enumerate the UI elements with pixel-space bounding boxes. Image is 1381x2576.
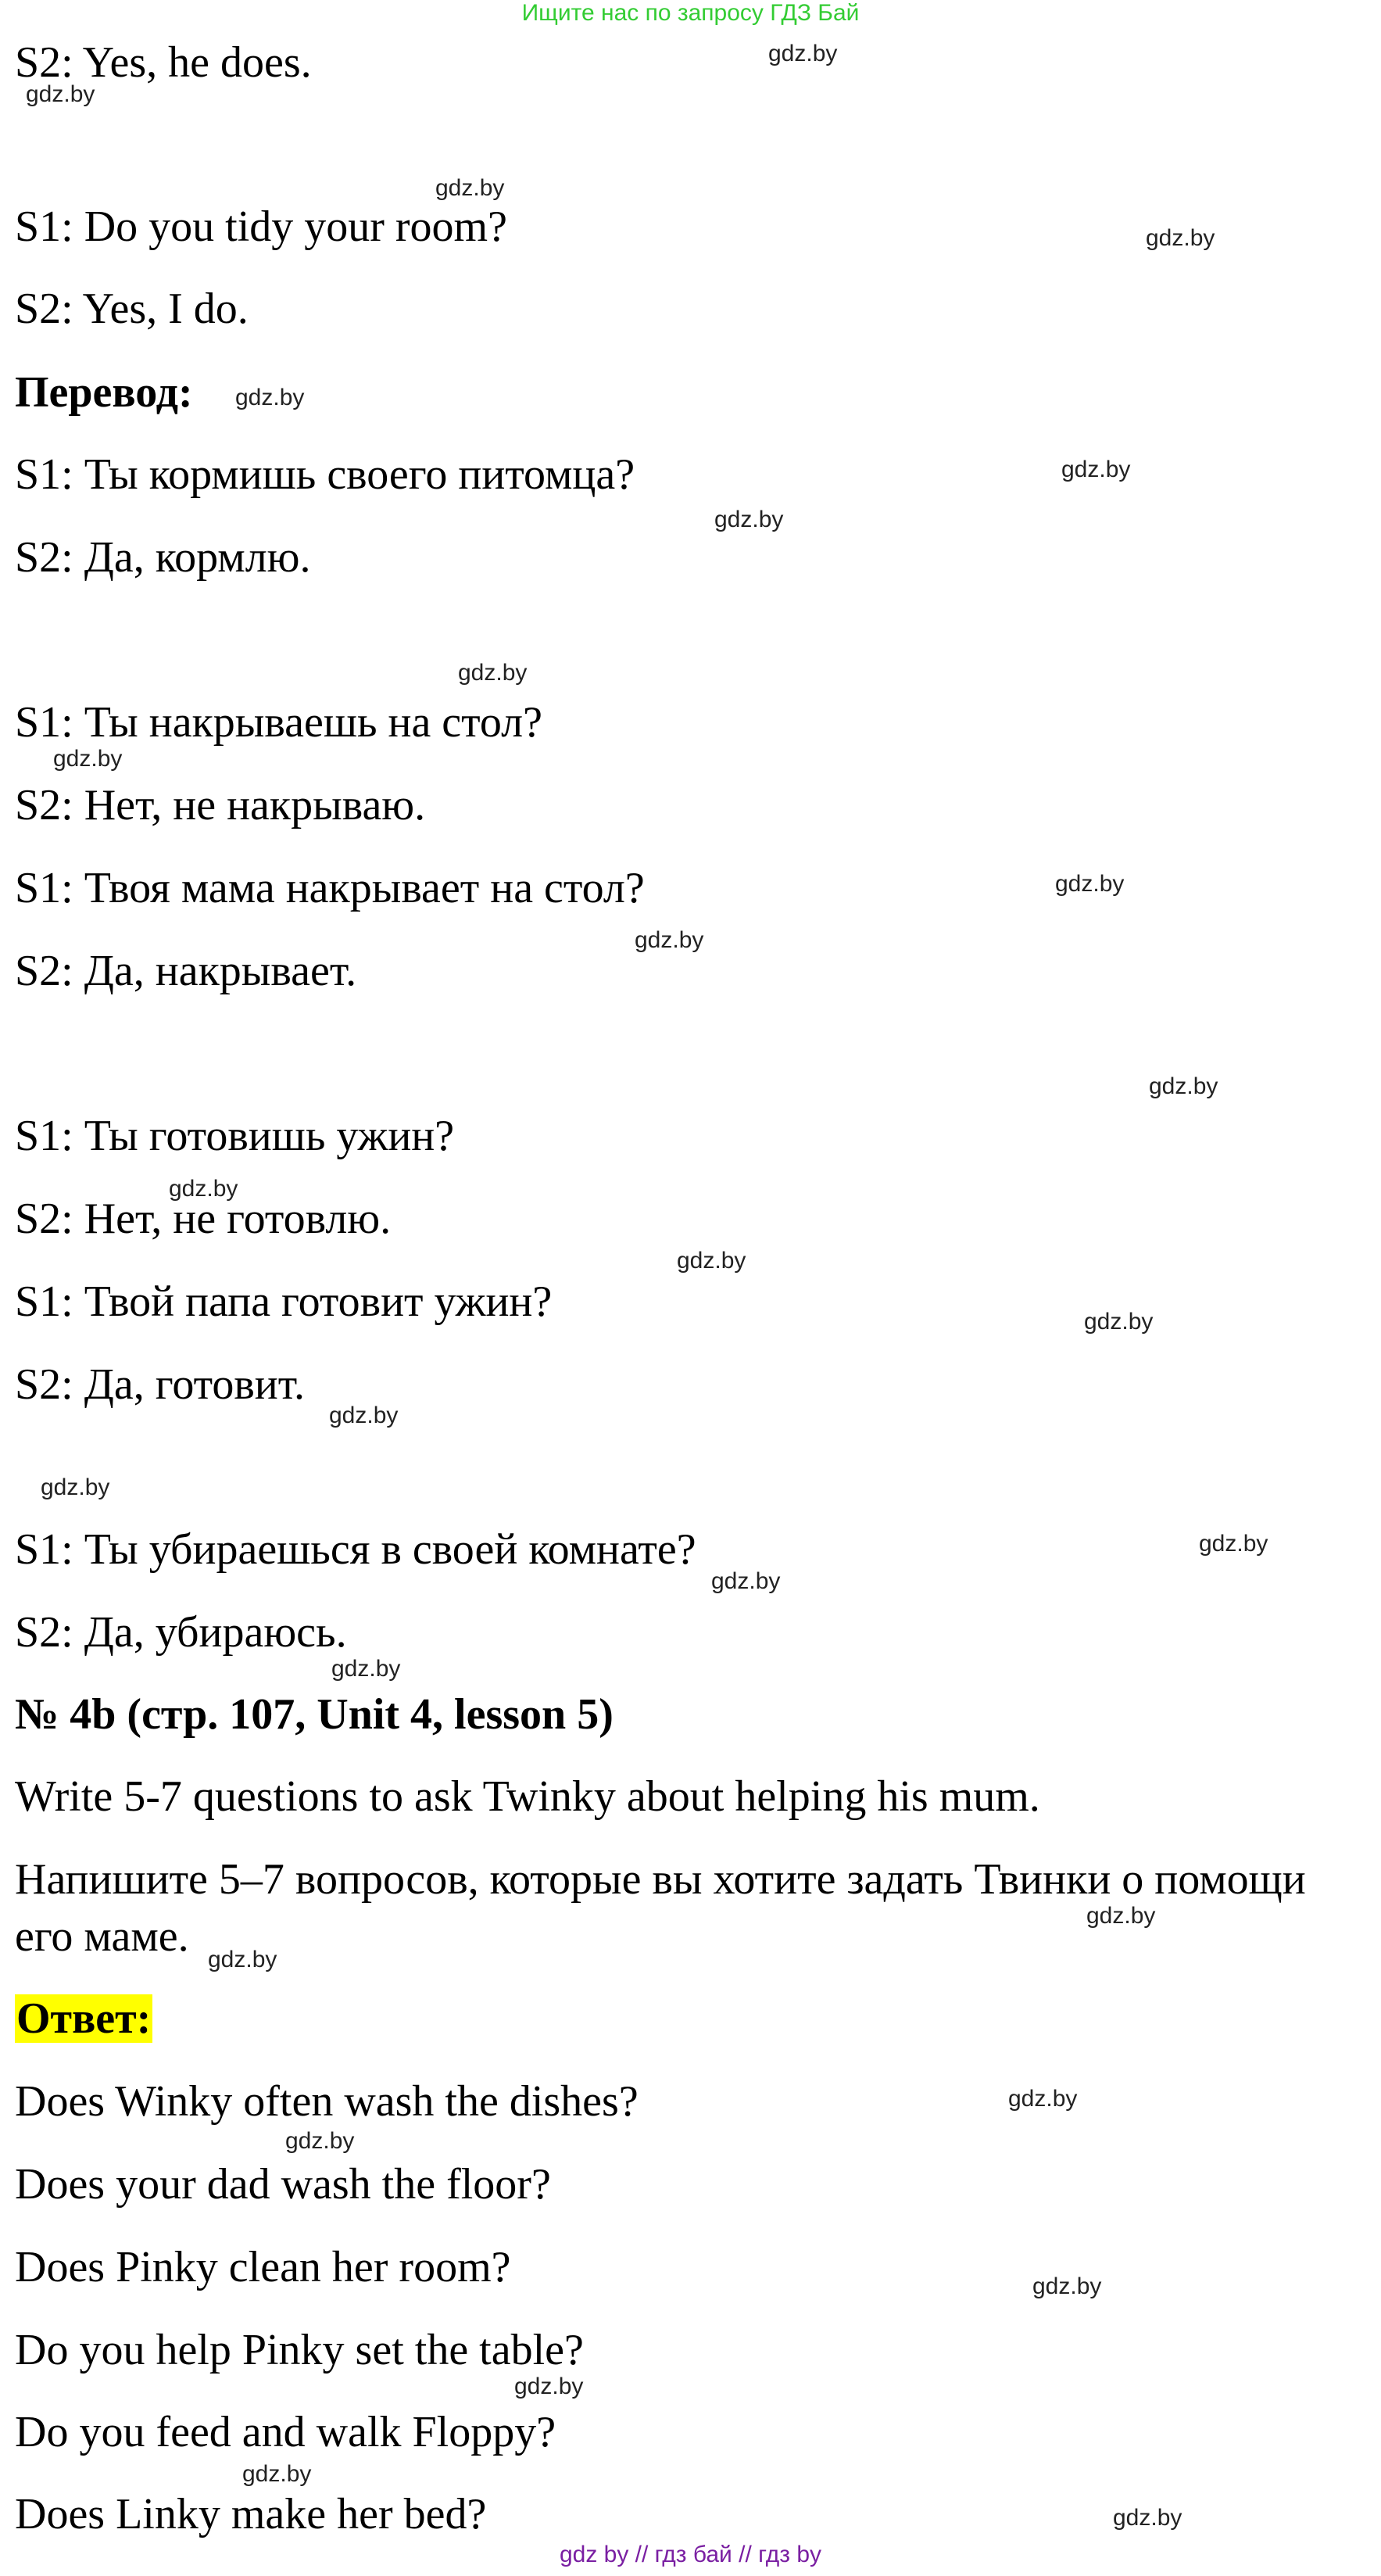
dialogue-line: S1: Ты убираешься в своей комнате? <box>15 1525 696 1574</box>
answer-heading <box>15 1994 152 2044</box>
watermark: gdz.by <box>1032 2273 1102 2299</box>
watermark: gdz.by <box>26 81 95 107</box>
header-banner[interactable]: Ищите нас по запросу ГДЗ Бай <box>521 0 860 26</box>
answer-line: Does Winky often wash the dishes? <box>15 2077 639 2126</box>
watermark: gdz.by <box>435 175 505 201</box>
watermark: gdz.by <box>1149 1073 1218 1099</box>
watermark: gdz.by <box>329 1403 399 1428</box>
watermark: gdz.by <box>285 2128 355 2154</box>
watermark: gdz.by <box>1113 2505 1182 2531</box>
watermark: gdz.by <box>1084 1309 1154 1335</box>
watermark: gdz.by <box>1008 2086 1078 2112</box>
watermark: gdz.by <box>1055 871 1125 897</box>
footer-links[interactable]: gdz by // гдз бай // гдз by <box>559 2542 822 2567</box>
task-text-ru: Напишите 5–7 вопросов, которые вы хотите задать Твинки о помощи <box>15 1855 1306 1904</box>
watermark: gdz.by <box>1199 1531 1268 1557</box>
dialogue-line: S1: Ты кормишь своего питомца? <box>15 450 635 499</box>
dialogue-line: S2: Да, готовит. <box>15 1360 305 1409</box>
answer-line: Does your dad wash the floor? <box>15 2160 551 2209</box>
dialogue-line: S2: Да, накрывает. <box>15 947 357 995</box>
watermark: gdz.by <box>768 41 838 66</box>
watermark: gdz.by <box>1146 225 1215 251</box>
exercise-heading: № 4b (стр. 107, Unit 4, lesson 5) <box>15 1690 614 1739</box>
dialogue-line: S2: Да, убираюсь. <box>15 1608 347 1657</box>
task-text-ru: его маме. <box>15 1912 189 1961</box>
answer-line: Do you help Pinky set the table? <box>15 2326 584 2374</box>
answer-label: Ответ: <box>16 1994 152 2043</box>
watermark: gdz.by <box>208 1947 277 1972</box>
answer-line: Does Pinky clean her room? <box>15 2243 511 2291</box>
watermark: gdz.by <box>41 1474 110 1500</box>
watermark: gdz.by <box>235 385 305 410</box>
watermark: gdz.by <box>169 1176 238 1202</box>
answer-line: Does Linky make her bed? <box>15 2490 487 2538</box>
dialogue-line: S2: Yes, he does. <box>15 38 312 87</box>
watermark: gdz.by <box>331 1656 401 1682</box>
dialogue-line: S2: Нет, не накрываю. <box>15 781 426 829</box>
watermark: gdz.by <box>53 746 123 772</box>
answer-line: Do you feed and walk Floppy? <box>15 2408 556 2456</box>
dialogue-line: S2: Yes, I do. <box>15 285 249 333</box>
dialogue-line: S1: Do you tidy your room? <box>15 202 507 251</box>
watermark: gdz.by <box>1086 1903 1156 1929</box>
watermark: gdz.by <box>514 2374 584 2399</box>
watermark: gdz.by <box>635 927 704 953</box>
watermark: gdz.by <box>711 1568 781 1594</box>
task-text-en: Write 5-7 questions to ask Twinky about helping his mum. <box>15 1772 1040 1821</box>
dialogue-line: S2: Да, кормлю. <box>15 533 311 582</box>
dialogue-line: S1: Твоя мама накрывает на стол? <box>15 864 645 912</box>
dialogue-line: S2: Нет, не готовлю. <box>15 1195 392 1243</box>
watermark: gdz.by <box>242 2461 312 2487</box>
watermark: gdz.by <box>714 507 784 532</box>
watermark: gdz.by <box>1061 457 1131 482</box>
dialogue-line: S1: Ты накрываешь на стол? <box>15 698 542 747</box>
watermark: gdz.by <box>458 660 528 686</box>
watermark: gdz.by <box>677 1248 746 1274</box>
dialogue-line: S1: Ты готовишь ужин? <box>15 1112 455 1160</box>
translation-heading: Перевод: <box>15 368 193 417</box>
dialogue-line: S1: Твой папа готовит ужин? <box>15 1277 553 1326</box>
